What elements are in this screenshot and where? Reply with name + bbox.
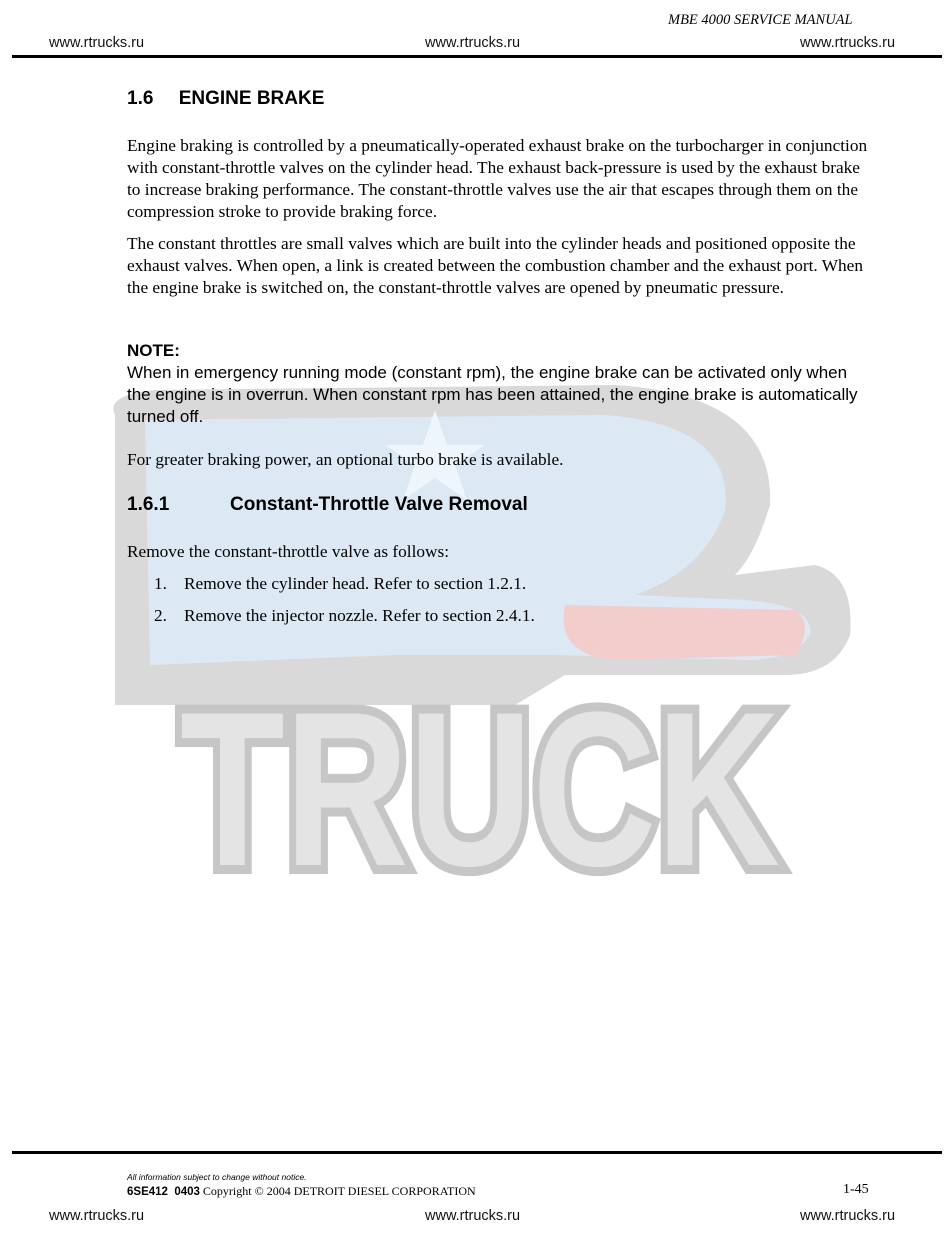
header-watermark-right[interactable]: www.rtrucks.ru [800, 35, 896, 51]
subsection-title: Constant-Throttle Valve Removal [230, 494, 528, 515]
footer-watermark-right[interactable]: www.rtrucks.ru [800, 1208, 896, 1224]
step-text: Remove the cylinder head. Refer to section 1.2.1. [184, 574, 527, 593]
list-item [154, 573, 527, 595]
list-item [154, 605, 535, 627]
subsection-heading [127, 494, 528, 516]
page-number: 1-45 [843, 1182, 869, 1197]
step-number: 2. [154, 606, 167, 625]
header-rule [12, 55, 942, 58]
paragraph: For greater braking power, an optional turbo brake is available. [127, 450, 564, 469]
header-watermark-center[interactable]: www.rtrucks.ru [425, 35, 521, 51]
manual-title: MBE 4000 SERVICE MANUAL [668, 12, 853, 28]
header-watermark-left[interactable]: www.rtrucks.ru [49, 35, 145, 51]
note-label: NOTE: [127, 341, 180, 360]
svg-text:TRUCK: TRUCK [180, 666, 780, 895]
svg-text:TRUCK: TRUCK [180, 666, 780, 895]
subsection-number: 1.6.1 [127, 494, 170, 515]
footer-rule [12, 1151, 942, 1154]
paragraph: Engine braking is controlled by a pneumatically-operated exhaust brake on the turbocharger in conjunction with constant-throttle valves on the cylinder head. The exhaust back-pressure is used by the exhaust brake to increase braking performance. The constant-throttle valves use the air that escapes through them on the compression stroke to provide braking force. [127, 136, 868, 221]
copyright: Copyright © 2004 DETROIT DIESEL CORPORATION [202, 1184, 476, 1198]
note-text: When in emergency running mode (constant rpm), the engine brake can be activated only when the engine is in overrun. When constant rpm has been attained, the engine brake is automatically turned off. [127, 363, 858, 426]
footer-watermark-center[interactable]: www.rtrucks.ru [425, 1208, 521, 1224]
footer-copyright-line [127, 1184, 476, 1199]
paragraph: The constant throttles are small valves which are built into the cylinder heads and positioned opposite the exhaust valves. When open, a link is created between the combustion chamber and the exhaust port. When the engine brake is switched on, the constant-throttle valves are opened by pneumatic pressure. [127, 234, 863, 297]
section-heading [127, 88, 324, 110]
footer-watermark-left[interactable]: www.rtrucks.ru [49, 1208, 145, 1224]
paragraph: Remove the constant-throttle valve as follows: [127, 542, 450, 561]
section-number: 1.6 [127, 88, 154, 109]
section-title: ENGINE BRAKE [178, 88, 325, 109]
step-text: Remove the injector nozzle. Refer to section 2.4.1. [184, 606, 535, 625]
step-number: 1. [154, 574, 167, 593]
doc-code: 6SE412 0403 [127, 1186, 200, 1198]
footer-notice: All information subject to change without notice. [127, 1172, 307, 1182]
